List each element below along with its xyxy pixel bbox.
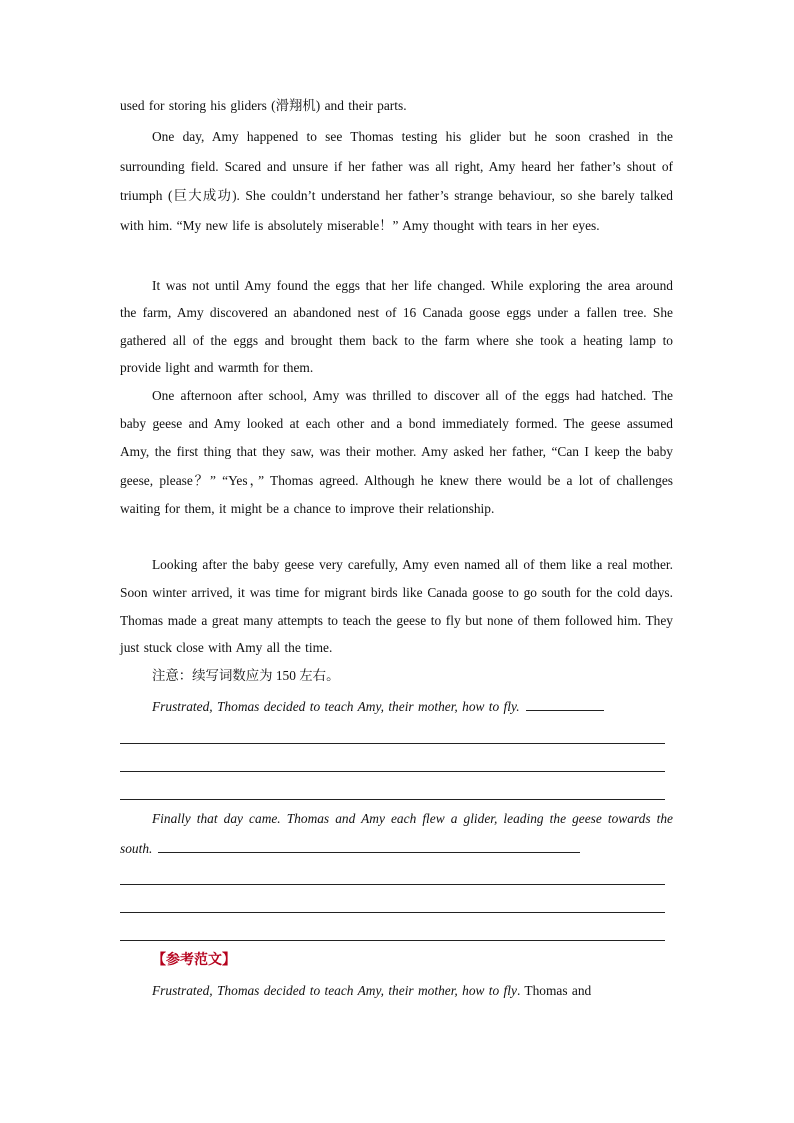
answer-line[interactable] [120, 771, 665, 800]
prompt-1-text: Frustrated, Thomas decided to teach Amy, their mother, how to fly. [152, 699, 520, 714]
reference-opening: Frustrated, Thomas decided to teach Amy, their mother, how to fly [152, 983, 517, 998]
prompt-1-blank[interactable] [526, 709, 604, 711]
reference-continuation: . Thomas and [516, 983, 592, 998]
word-count-note: 注意：续写词数应为 150 左右。 [152, 668, 340, 683]
paragraph-4: Looking after the baby geese very carefully, Amy even named all of them like a real mother. Soon winter arrived, it was time for migrant birds like Canada goose to go south for the cold days. Thomas made a great many attempts to teach the geese to fly but none of them followed him. They just stuck close with Amy all the time. [120, 557, 673, 656]
writing-prompt-2 [120, 804, 673, 863]
prompt-2-text: Finally that day came. Thomas and Amy each flew a glider, leading the geese towards the south. [120, 811, 673, 856]
answer-line[interactable] [120, 743, 665, 772]
reference-title: 【参考范文】 [152, 952, 236, 968]
answer-line[interactable] [120, 856, 665, 885]
answer-line[interactable] [120, 884, 665, 913]
answer-line[interactable] [120, 715, 665, 744]
reference-paragraph [120, 977, 673, 1006]
paragraph-3: One afternoon after school, Amy was thrilled to discover all of the eggs had hatched. The baby geese and Amy looked at each other and a bond immediately formed. The geese assumed Amy, the first thing that they saw, was their mother. Amy asked her father, “Can I keep the baby geese, please？” “Yes，” Thomas agreed. Although he knew there would be a lot of challenges waiting for them, it might be a chance to improve their relationship. [120, 388, 673, 516]
paragraph-2: It was not until Amy found the eggs that her life changed. While exploring the area around the farm, Amy discovered an abandoned nest of 16 Canada goose eggs under a fallen tree. She gathered all of the eggs and brought them back to the farm where she took a heating lamp to provide light and warmth for them. [120, 278, 673, 376]
answer-line[interactable] [120, 912, 665, 941]
prompt-2-blank[interactable] [158, 851, 580, 853]
paragraph-1: One day, Amy happened to see Thomas testing his glider but he soon crashed in the surrounding field. Scared and unsure if her father was all right, Amy heard her father’s shout of triumph (巨大成功). She couldn’t understand her father’s strange behaviour, so she barely talked with him. “My new life is absolutely miserable！” Amy thought with tears in her eyes. [120, 129, 673, 233]
paragraph-0: used for storing his gliders (滑翔机) and their parts. [120, 98, 407, 113]
